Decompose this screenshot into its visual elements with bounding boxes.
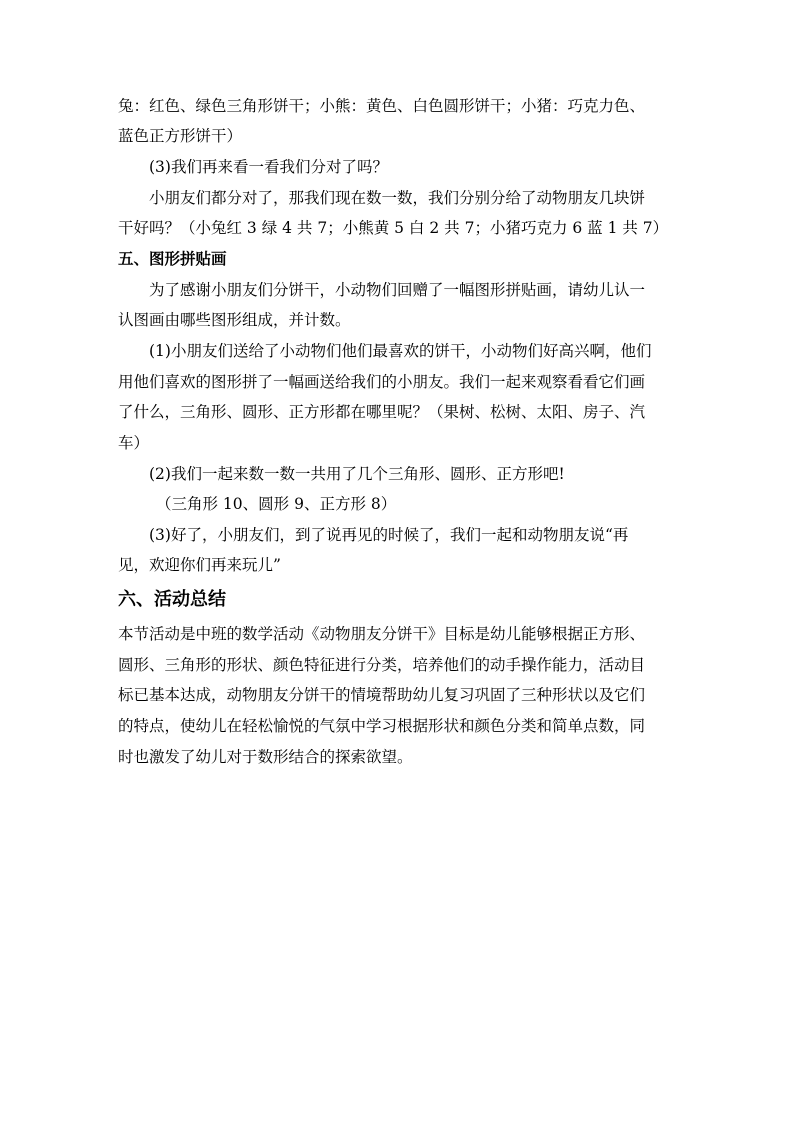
text-line: 干好吗？（小兔红 3 绿 4 共 7；小熊黄 5 白 2 共 7；小猪巧克力 6 蓝 1 共 7） (118, 219, 669, 237)
text-line: (3)好了，小朋友们，到了说再见的时候了，我们一起和动物朋友说“再 (149, 526, 629, 544)
text-line: 标已基本达成，动物朋友分饼干的情境帮助幼儿复习巩固了三种形状以及它们 (118, 686, 646, 704)
text-line: 车） (118, 434, 150, 452)
text-line: 用他们喜欢的图形拼了一幅画送给我们的小朋友。我们一起来观察看看它们画 (118, 373, 646, 391)
text-line: (1)小朋友们送给了小动物们他们最喜欢的饼干，小动物们好高兴啊，他们 (149, 342, 652, 360)
step-three-question: (3)我们再来看一看我们分对了吗？ (149, 158, 388, 176)
text-line: （三角形 10、圆形 9、正方形 8） (156, 495, 397, 513)
text-line: 了什么，三角形、圆形、正方形都在哪里呢？（果树、松树、太阳、房子、汽 (118, 403, 646, 421)
text-line: 认图画由哪些图形组成，并计数。 (118, 311, 351, 329)
text-line: 小朋友们都分对了，那我们现在数一数，我们分别分给了动物朋友几块饼 (149, 189, 646, 207)
text-line: 兔：红色、绿色三角形饼干；小熊：黄色、白色圆形饼干；小猪：巧克力色、 (118, 97, 646, 115)
text-line: 本节活动是中班的数学活动《动物朋友分饼干》目标是幼儿能够根据正方形、 (118, 625, 646, 643)
text-line: (2)我们一起来数一数一共用了几个三角形、圆形、正方形吧! (149, 465, 565, 483)
text-line: 圆形、三角形的形状、颜色特征进行分类，培养他们的动手操作能力，活动目 (118, 656, 646, 674)
text-line: 的特点，使幼儿在轻松愉悦的气氛中学习根据形状和颜色分类和简单点数，同 (118, 717, 646, 735)
text-line: 为了感谢小朋友们分饼干，小动物们回赠了一幅图形拼贴画，请幼儿认一 (149, 281, 646, 299)
text-line: 蓝色正方形饼干） (118, 127, 243, 145)
section-heading-six: 六、活动总结 (118, 589, 226, 610)
text-line: 见，欢迎你们再来玩儿” (118, 556, 281, 574)
section-heading-five: 五、图形拼贴画 (118, 249, 227, 268)
text-line: 时也激发了幼儿对于数形结合的探索欲望。 (118, 748, 413, 766)
